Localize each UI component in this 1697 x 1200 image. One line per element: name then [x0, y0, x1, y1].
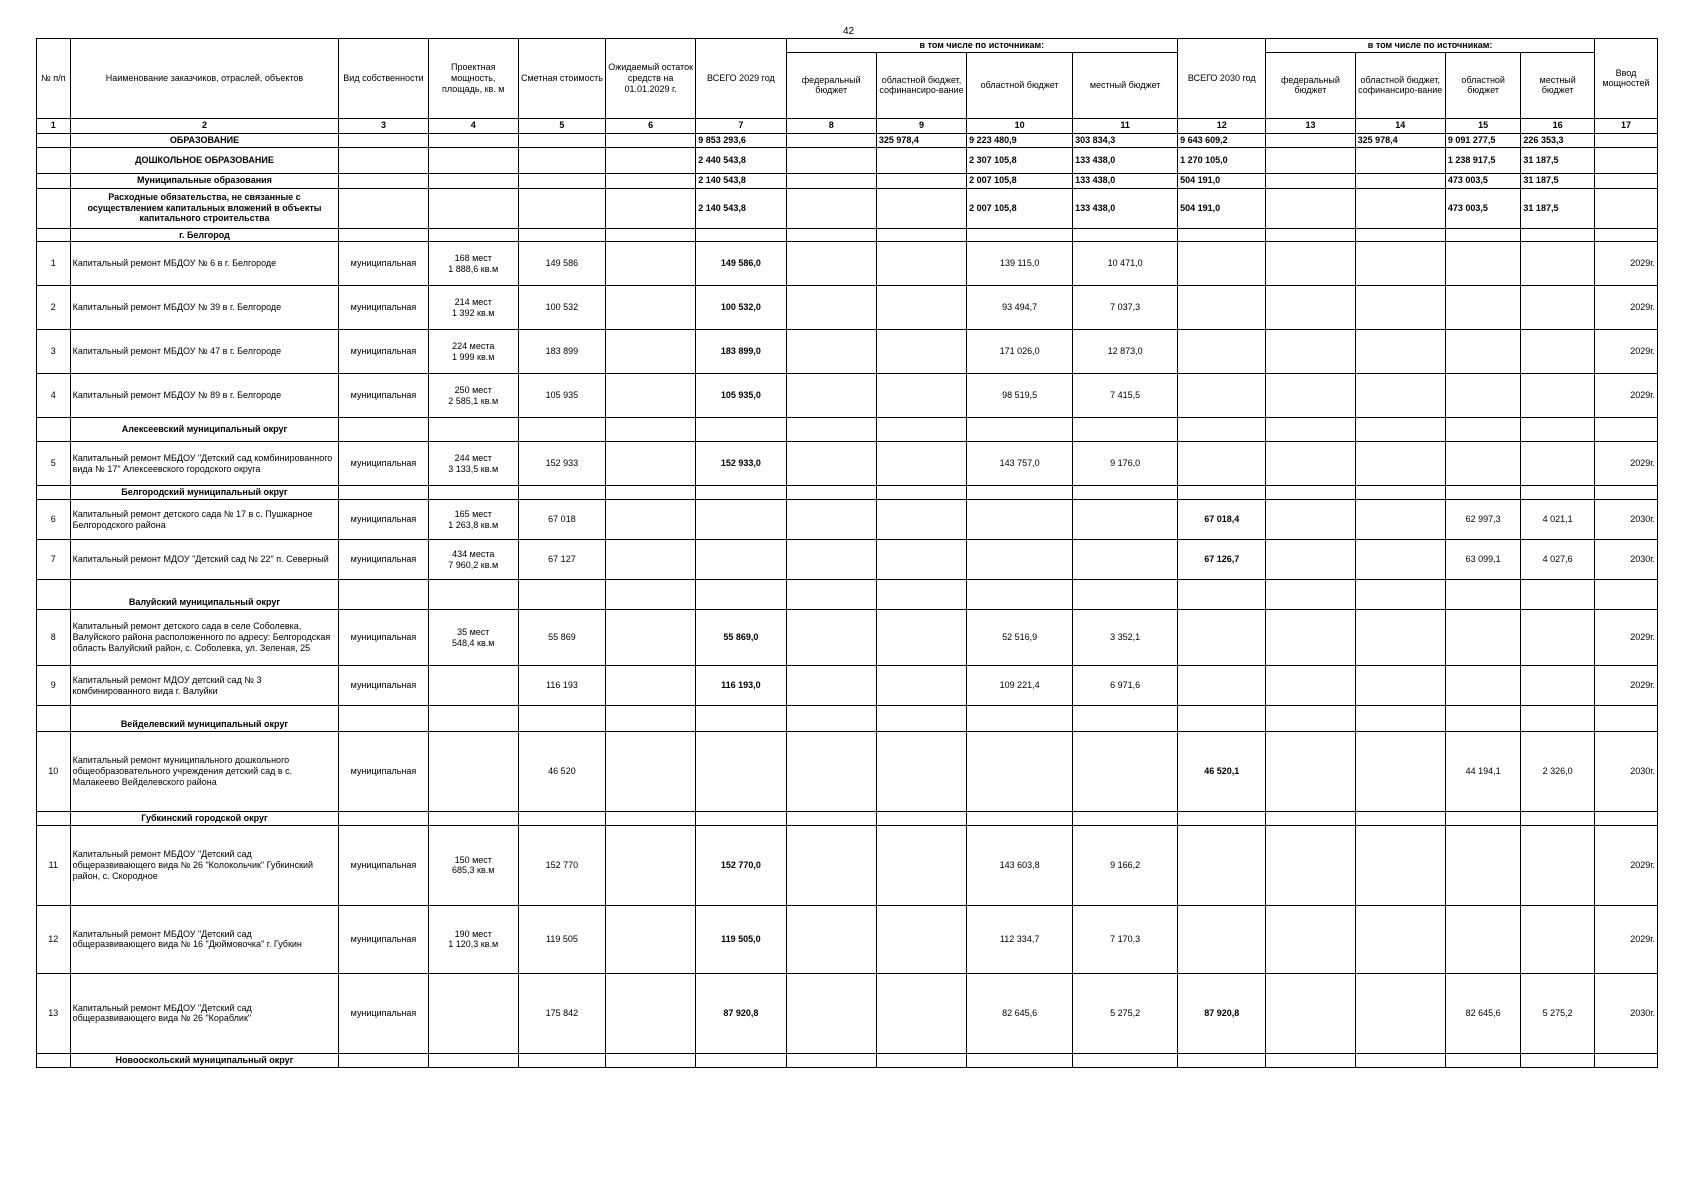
capacity — [428, 442, 518, 486]
header-col-17: Ввод мощностей — [1594, 39, 1657, 119]
total-2030: 67 126,7 — [1178, 540, 1266, 580]
local-2030 — [1521, 242, 1594, 286]
summary-name: Муниципальные образования — [70, 173, 339, 188]
regional-2030 — [1445, 610, 1521, 666]
capacity-area: 1 120,3 кв.м — [448, 939, 499, 950]
regional-2029 — [967, 732, 1073, 812]
col-number: 15 — [1445, 118, 1521, 133]
col-number: 16 — [1521, 118, 1594, 133]
local-2029: 10 471,0 — [1073, 242, 1178, 286]
header-col-16: местный бюджет — [1521, 52, 1594, 118]
ownership: муниципальная — [339, 732, 428, 812]
row-number: 1 — [37, 242, 71, 286]
col-number: 6 — [606, 118, 696, 133]
header-col-15: областной бюджет — [1445, 52, 1521, 118]
ownership: муниципальная — [339, 500, 428, 540]
col-number: 13 — [1266, 118, 1355, 133]
summary-total-2029: 2 140 543,8 — [696, 173, 786, 188]
commissioning-year: 2030г. — [1594, 732, 1657, 812]
row-number: 10 — [37, 732, 71, 812]
ownership: муниципальная — [339, 905, 428, 973]
capacity-area: 3 133,5 кв.м — [448, 463, 499, 474]
commissioning-year: 2029г. — [1594, 825, 1657, 905]
object-name: Капитальный ремонт МБДОУ № 89 в г. Белгороде — [70, 374, 339, 418]
capacity — [428, 286, 518, 330]
local-2029 — [1073, 732, 1178, 812]
row-number: 3 — [37, 330, 71, 374]
total-2030: 67 018,4 — [1178, 500, 1266, 540]
header-col-6: Ожидаемый остаток средств на 01.01.2029 г. — [606, 39, 696, 119]
summary-cofin-2030 — [1355, 188, 1445, 228]
object-name: Капитальный ремонт МБДОУ № 47 в г. Белгороде — [70, 330, 339, 374]
table-row — [37, 973, 1658, 1053]
local-2029 — [1073, 500, 1178, 540]
total-2030 — [1178, 242, 1266, 286]
local-2029: 7 037,3 — [1073, 286, 1178, 330]
section-title: Валуйский муниципальный округ — [70, 580, 339, 610]
col-number: 7 — [696, 118, 786, 133]
col-number: 8 — [786, 118, 876, 133]
object-name: Капитальный ремонт МДОУ детский сад № 3 комбинированного вида г. Валуйки — [70, 666, 339, 706]
total-2030 — [1178, 330, 1266, 374]
summary-local-2030: 226 353,3 — [1521, 133, 1594, 147]
local-2030: 4 021,1 — [1521, 500, 1594, 540]
capacity-area: 685,3 кв.м — [452, 865, 495, 876]
summary-regional-2030: 1 238 917,5 — [1445, 147, 1521, 173]
total-2029: 105 935,0 — [696, 374, 786, 418]
regional-2029: 112 334,7 — [967, 905, 1073, 973]
object-name: Капитальный ремонт МБДОУ "Детский сад общеразвивающего вида № 26 "Колокольчик" Губкинский район, с. Скородное — [70, 825, 339, 905]
header-col-2: Наименование заказчиков, отраслей, объектов — [70, 39, 339, 119]
total-2029: 152 770,0 — [696, 825, 786, 905]
col-number: 11 — [1073, 118, 1178, 133]
summary-local-2029: 303 834,3 — [1073, 133, 1178, 147]
summary-name: ДОШКОЛЬНОЕ ОБРАЗОВАНИЕ — [70, 147, 339, 173]
summary-cofin-2030: 325 978,4 — [1355, 133, 1445, 147]
capacity — [428, 242, 518, 286]
capacity-places: 244 мест — [454, 453, 492, 464]
estimated-cost: 183 899 — [518, 330, 605, 374]
col-number: 2 — [70, 118, 339, 133]
total-2030 — [1178, 825, 1266, 905]
header-col-8: федеральный бюджет — [786, 52, 876, 118]
local-2029: 7 415,5 — [1073, 374, 1178, 418]
ownership: муниципальная — [339, 540, 428, 580]
total-2029: 116 193,0 — [696, 666, 786, 706]
col-number: 4 — [428, 118, 518, 133]
estimated-cost: 67 018 — [518, 500, 605, 540]
total-2029: 183 899,0 — [696, 330, 786, 374]
local-2029: 9 166,2 — [1073, 825, 1178, 905]
capacity-area: 1 999 кв.м — [452, 351, 495, 362]
col-number: 9 — [876, 118, 966, 133]
regional-2029: 82 645,6 — [967, 973, 1073, 1053]
regional-2029: 98 519,5 — [967, 374, 1073, 418]
capacity — [428, 732, 518, 812]
column-number-row — [37, 118, 1658, 133]
total-2030 — [1178, 442, 1266, 486]
commissioning-year: 2029г. — [1594, 242, 1657, 286]
header-sources-2030: в том числе по источникам: — [1266, 39, 1595, 53]
capacity — [428, 330, 518, 374]
regional-2030 — [1445, 374, 1521, 418]
total-2029 — [696, 732, 786, 812]
regional-2030: 62 997,3 — [1445, 500, 1521, 540]
regional-2030: 63 099,1 — [1445, 540, 1521, 580]
summary-local-2029: 133 438,0 — [1073, 147, 1178, 173]
page-number: 42 — [843, 26, 855, 37]
commissioning-year: 2029г. — [1594, 374, 1657, 418]
ownership: муниципальная — [339, 973, 428, 1053]
summary-local-2029: 133 438,0 — [1073, 188, 1178, 228]
summary-regional-2030: 473 003,5 — [1445, 188, 1521, 228]
summary-row-education — [37, 133, 1658, 147]
local-2030 — [1521, 286, 1594, 330]
section-title: Губкинский городской округ — [70, 812, 339, 826]
total-2030: 87 920,8 — [1178, 973, 1266, 1053]
section-title: г. Белгород — [70, 228, 339, 242]
object-name: Капитальный ремонт детского сада № 17 в с. Пушкарное Белгородского района — [70, 500, 339, 540]
capacity — [428, 666, 518, 706]
local-2030 — [1521, 610, 1594, 666]
col-number: 3 — [339, 118, 428, 133]
total-2030 — [1178, 374, 1266, 418]
col-number: 10 — [967, 118, 1073, 133]
capacity-area: 1 392 кв.м — [452, 307, 495, 318]
section-row — [37, 486, 1658, 500]
row-number: 7 — [37, 540, 71, 580]
regional-2030 — [1445, 330, 1521, 374]
regional-2030: 82 645,6 — [1445, 973, 1521, 1053]
estimated-cost: 67 127 — [518, 540, 605, 580]
summary-total-2030: 504 191,0 — [1178, 188, 1266, 228]
regional-2029: 139 115,0 — [967, 242, 1073, 286]
table-row — [37, 500, 1658, 540]
header-col-7: ВСЕГО 2029 год — [696, 39, 786, 119]
summary-row-obligations — [37, 188, 1658, 228]
row-number: 4 — [37, 374, 71, 418]
local-2030 — [1521, 666, 1594, 706]
section-title: Новооскольский муниципальный округ — [70, 1053, 339, 1067]
total-2030 — [1178, 666, 1266, 706]
capacity-places: 190 мест — [454, 928, 492, 939]
regional-2030 — [1445, 905, 1521, 973]
ownership: муниципальная — [339, 286, 428, 330]
row-number: 2 — [37, 286, 71, 330]
summary-total-2029: 9 853 293,6 — [696, 133, 786, 147]
total-2029: 55 869,0 — [696, 610, 786, 666]
header-col-9: областной бюджет, софинансиро-вание — [876, 52, 966, 118]
capacity-places: 250 мест — [454, 385, 492, 396]
commissioning-year: 2029г. — [1594, 286, 1657, 330]
local-2030 — [1521, 330, 1594, 374]
local-2030: 2 326,0 — [1521, 732, 1594, 812]
summary-row-municipal — [37, 173, 1658, 188]
col-number: 14 — [1355, 118, 1445, 133]
total-2029 — [696, 500, 786, 540]
commissioning-year: 2029г. — [1594, 666, 1657, 706]
summary-cofin-2029 — [876, 188, 966, 228]
capacity — [428, 540, 518, 580]
col-number: 5 — [518, 118, 605, 133]
commissioning-year: 2030г. — [1594, 973, 1657, 1053]
summary-name: ОБРАЗОВАНИЕ — [70, 133, 339, 147]
local-2030 — [1521, 442, 1594, 486]
capacity-places: 35 мест — [457, 626, 490, 637]
estimated-cost: 105 935 — [518, 374, 605, 418]
table-row — [37, 374, 1658, 418]
section-row — [37, 418, 1658, 442]
total-2029: 119 505,0 — [696, 905, 786, 973]
section-row — [37, 1053, 1658, 1067]
regional-2029: 52 516,9 — [967, 610, 1073, 666]
total-2029: 152 933,0 — [696, 442, 786, 486]
regional-2030 — [1445, 442, 1521, 486]
section-title: Алексеевский муниципальный округ — [70, 418, 339, 442]
summary-regional-2029: 9 223 480,9 — [967, 133, 1073, 147]
summary-total-2030: 504 191,0 — [1178, 173, 1266, 188]
regional-2029: 143 603,8 — [967, 825, 1073, 905]
summary-local-2030: 31 187,5 — [1521, 173, 1594, 188]
row-number: 5 — [37, 442, 71, 486]
table-row — [37, 442, 1658, 486]
estimated-cost: 119 505 — [518, 905, 605, 973]
local-2030: 4 027,6 — [1521, 540, 1594, 580]
total-2030: 46 520,1 — [1178, 732, 1266, 812]
summary-cofin-2029 — [876, 173, 966, 188]
commissioning-year: 2029г. — [1594, 610, 1657, 666]
regional-2029 — [967, 540, 1073, 580]
regional-2030: 44 194,1 — [1445, 732, 1521, 812]
table-row — [37, 666, 1658, 706]
total-2029: 100 532,0 — [696, 286, 786, 330]
summary-cofin-2029: 325 978,4 — [876, 133, 966, 147]
estimated-cost: 46 520 — [518, 732, 605, 812]
object-name: Капитальный ремонт МДОУ "Детский сад № 22" п. Северный — [70, 540, 339, 580]
capacity-places: 165 мест — [454, 508, 492, 519]
row-number: 13 — [37, 973, 71, 1053]
summary-regional-2030: 9 091 277,5 — [1445, 133, 1521, 147]
table-row — [37, 610, 1658, 666]
commissioning-year: 2029г. — [1594, 442, 1657, 486]
local-2030 — [1521, 905, 1594, 973]
estimated-cost: 55 869 — [518, 610, 605, 666]
local-2030: 5 275,2 — [1521, 973, 1594, 1053]
header-col-12: ВСЕГО 2030 год — [1178, 39, 1266, 119]
object-name: Капитальный ремонт МБДОУ "Детский сад общеразвивающего вида № 16 "Дюймовочка" г. Губкин — [70, 905, 339, 973]
regional-2030 — [1445, 242, 1521, 286]
local-2029: 3 352,1 — [1073, 610, 1178, 666]
total-2029 — [696, 540, 786, 580]
capacity — [428, 973, 518, 1053]
capacity-area: 7 960,2 кв.м — [448, 559, 499, 570]
capacity — [428, 610, 518, 666]
col-number: 17 — [1594, 118, 1657, 133]
summary-total-2030: 9 643 609,2 — [1178, 133, 1266, 147]
col-number: 1 — [37, 118, 71, 133]
header-col-10: областной бюджет — [967, 52, 1073, 118]
capacity-places: 150 мест — [454, 854, 492, 865]
regional-2029: 109 221,4 — [967, 666, 1073, 706]
regional-2029 — [967, 500, 1073, 540]
capacity-area: 2 585,1 кв.м — [448, 395, 499, 406]
capacity-area: 1 888,6 кв.м — [448, 263, 499, 274]
table-row — [37, 825, 1658, 905]
object-name: Капитальный ремонт муниципального дошкольного общеобразовательного учреждения детский сад в с. Малакеево Вейделевского района — [70, 732, 339, 812]
estimated-cost: 152 933 — [518, 442, 605, 486]
summary-total-2029: 2 440 543,8 — [696, 147, 786, 173]
local-2029: 7 170,3 — [1073, 905, 1178, 973]
capacity-places: 168 мест — [454, 253, 492, 264]
section-row — [37, 706, 1658, 732]
local-2029: 5 275,2 — [1073, 973, 1178, 1053]
header-col-3: Вид собственности — [339, 39, 428, 119]
section-title: Белгородский муниципальный округ — [70, 486, 339, 500]
object-name: Капитальный ремонт МБДОУ "Детский сад общеразвивающего вида № 26 "Кораблик" — [70, 973, 339, 1053]
ownership: муниципальная — [339, 666, 428, 706]
regional-2029: 171 026,0 — [967, 330, 1073, 374]
capacity — [428, 825, 518, 905]
row-number: 6 — [37, 500, 71, 540]
summary-cofin-2029 — [876, 147, 966, 173]
header-col-11: местный бюджет — [1073, 52, 1178, 118]
summary-regional-2030: 473 003,5 — [1445, 173, 1521, 188]
regional-2030 — [1445, 286, 1521, 330]
total-2029: 149 586,0 — [696, 242, 786, 286]
row-number: 12 — [37, 905, 71, 973]
estimated-cost: 152 770 — [518, 825, 605, 905]
estimated-cost: 149 586 — [518, 242, 605, 286]
summary-regional-2029: 2 007 105,8 — [967, 173, 1073, 188]
header-sources-2029: в том числе по источникам: — [786, 39, 1178, 53]
summary-local-2030: 31 187,5 — [1521, 147, 1594, 173]
header-col-14: областной бюджет, софинансиро-вание — [1355, 52, 1445, 118]
regional-2029: 93 494,7 — [967, 286, 1073, 330]
total-2030 — [1178, 286, 1266, 330]
regional-2029: 143 757,0 — [967, 442, 1073, 486]
summary-local-2029: 133 438,0 — [1073, 173, 1178, 188]
capacity-area: 548,4 кв.м — [452, 637, 495, 648]
summary-regional-2029: 2 007 105,8 — [967, 188, 1073, 228]
capacity — [428, 374, 518, 418]
summary-total-2029: 2 140 543,8 — [696, 188, 786, 228]
local-2029 — [1073, 540, 1178, 580]
capital-repair-table — [36, 38, 1658, 1068]
header-col-13: федеральный бюджет — [1266, 52, 1355, 118]
summary-name: Расходные обязательства, не связанные с осуществлением капитальных вложений в объекты капитального строительства — [70, 188, 339, 228]
commissioning-year: 2030г. — [1594, 500, 1657, 540]
estimated-cost: 175 842 — [518, 973, 605, 1053]
local-2030 — [1521, 374, 1594, 418]
section-row — [37, 580, 1658, 610]
section-title: Вейделевский муниципальный округ — [70, 706, 339, 732]
regional-2030 — [1445, 666, 1521, 706]
summary-cofin-2030 — [1355, 147, 1445, 173]
summary-total-2030: 1 270 105,0 — [1178, 147, 1266, 173]
table-row — [37, 540, 1658, 580]
commissioning-year: 2030г. — [1594, 540, 1657, 580]
header-col-1: № п/п — [37, 39, 71, 119]
ownership: муниципальная — [339, 442, 428, 486]
capacity-places: 434 места — [452, 548, 495, 559]
table-row — [37, 732, 1658, 812]
local-2030 — [1521, 825, 1594, 905]
commissioning-year: 2029г. — [1594, 905, 1657, 973]
commissioning-year: 2029г. — [1594, 330, 1657, 374]
table-row — [37, 242, 1658, 286]
row-number: 11 — [37, 825, 71, 905]
object-name: Капитальный ремонт МБДОУ "Детский сад комбинированного вида № 17" Алексеевского городского округа — [70, 442, 339, 486]
estimated-cost: 100 532 — [518, 286, 605, 330]
col-number: 12 — [1178, 118, 1266, 133]
capacity — [428, 500, 518, 540]
ownership: муниципальная — [339, 610, 428, 666]
header-col-4: Проектная мощность, площадь, кв. м — [428, 39, 518, 119]
summary-cofin-2030 — [1355, 173, 1445, 188]
summary-local-2030: 31 187,5 — [1521, 188, 1594, 228]
capacity-places: 224 места — [452, 341, 495, 352]
object-name: Капитальный ремонт МБДОУ № 6 в г. Белгороде — [70, 242, 339, 286]
object-name: Капитальный ремонт детского сада в селе Соболевка, Валуйского района расположенного по адресу: Белгородская область Валуйский район, с. Соболевка, ул. Зеленая, 25 — [70, 610, 339, 666]
row-number: 9 — [37, 666, 71, 706]
local-2029: 6 971,6 — [1073, 666, 1178, 706]
capacity-places: 214 мест — [454, 297, 492, 308]
estimated-cost: 116 193 — [518, 666, 605, 706]
total-2030 — [1178, 905, 1266, 973]
capacity — [428, 905, 518, 973]
ownership: муниципальная — [339, 374, 428, 418]
local-2029: 9 176,0 — [1073, 442, 1178, 486]
summary-regional-2029: 2 307 105,8 — [967, 147, 1073, 173]
table-row — [37, 905, 1658, 973]
section-row — [37, 812, 1658, 826]
capacity-area: 1 263,8 кв.м — [448, 519, 499, 530]
row-number: 8 — [37, 610, 71, 666]
object-name: Капитальный ремонт МБДОУ № 39 в г. Белгороде — [70, 286, 339, 330]
table-row — [37, 286, 1658, 330]
total-2030 — [1178, 610, 1266, 666]
header-col-5: Сметная стоимость — [518, 39, 605, 119]
total-2029: 87 920,8 — [696, 973, 786, 1053]
local-2029: 12 873,0 — [1073, 330, 1178, 374]
table-row — [37, 330, 1658, 374]
ownership: муниципальная — [339, 242, 428, 286]
regional-2030 — [1445, 825, 1521, 905]
ownership: муниципальная — [339, 330, 428, 374]
ownership: муниципальная — [339, 825, 428, 905]
section-row — [37, 228, 1658, 242]
summary-row-preschool — [37, 147, 1658, 173]
